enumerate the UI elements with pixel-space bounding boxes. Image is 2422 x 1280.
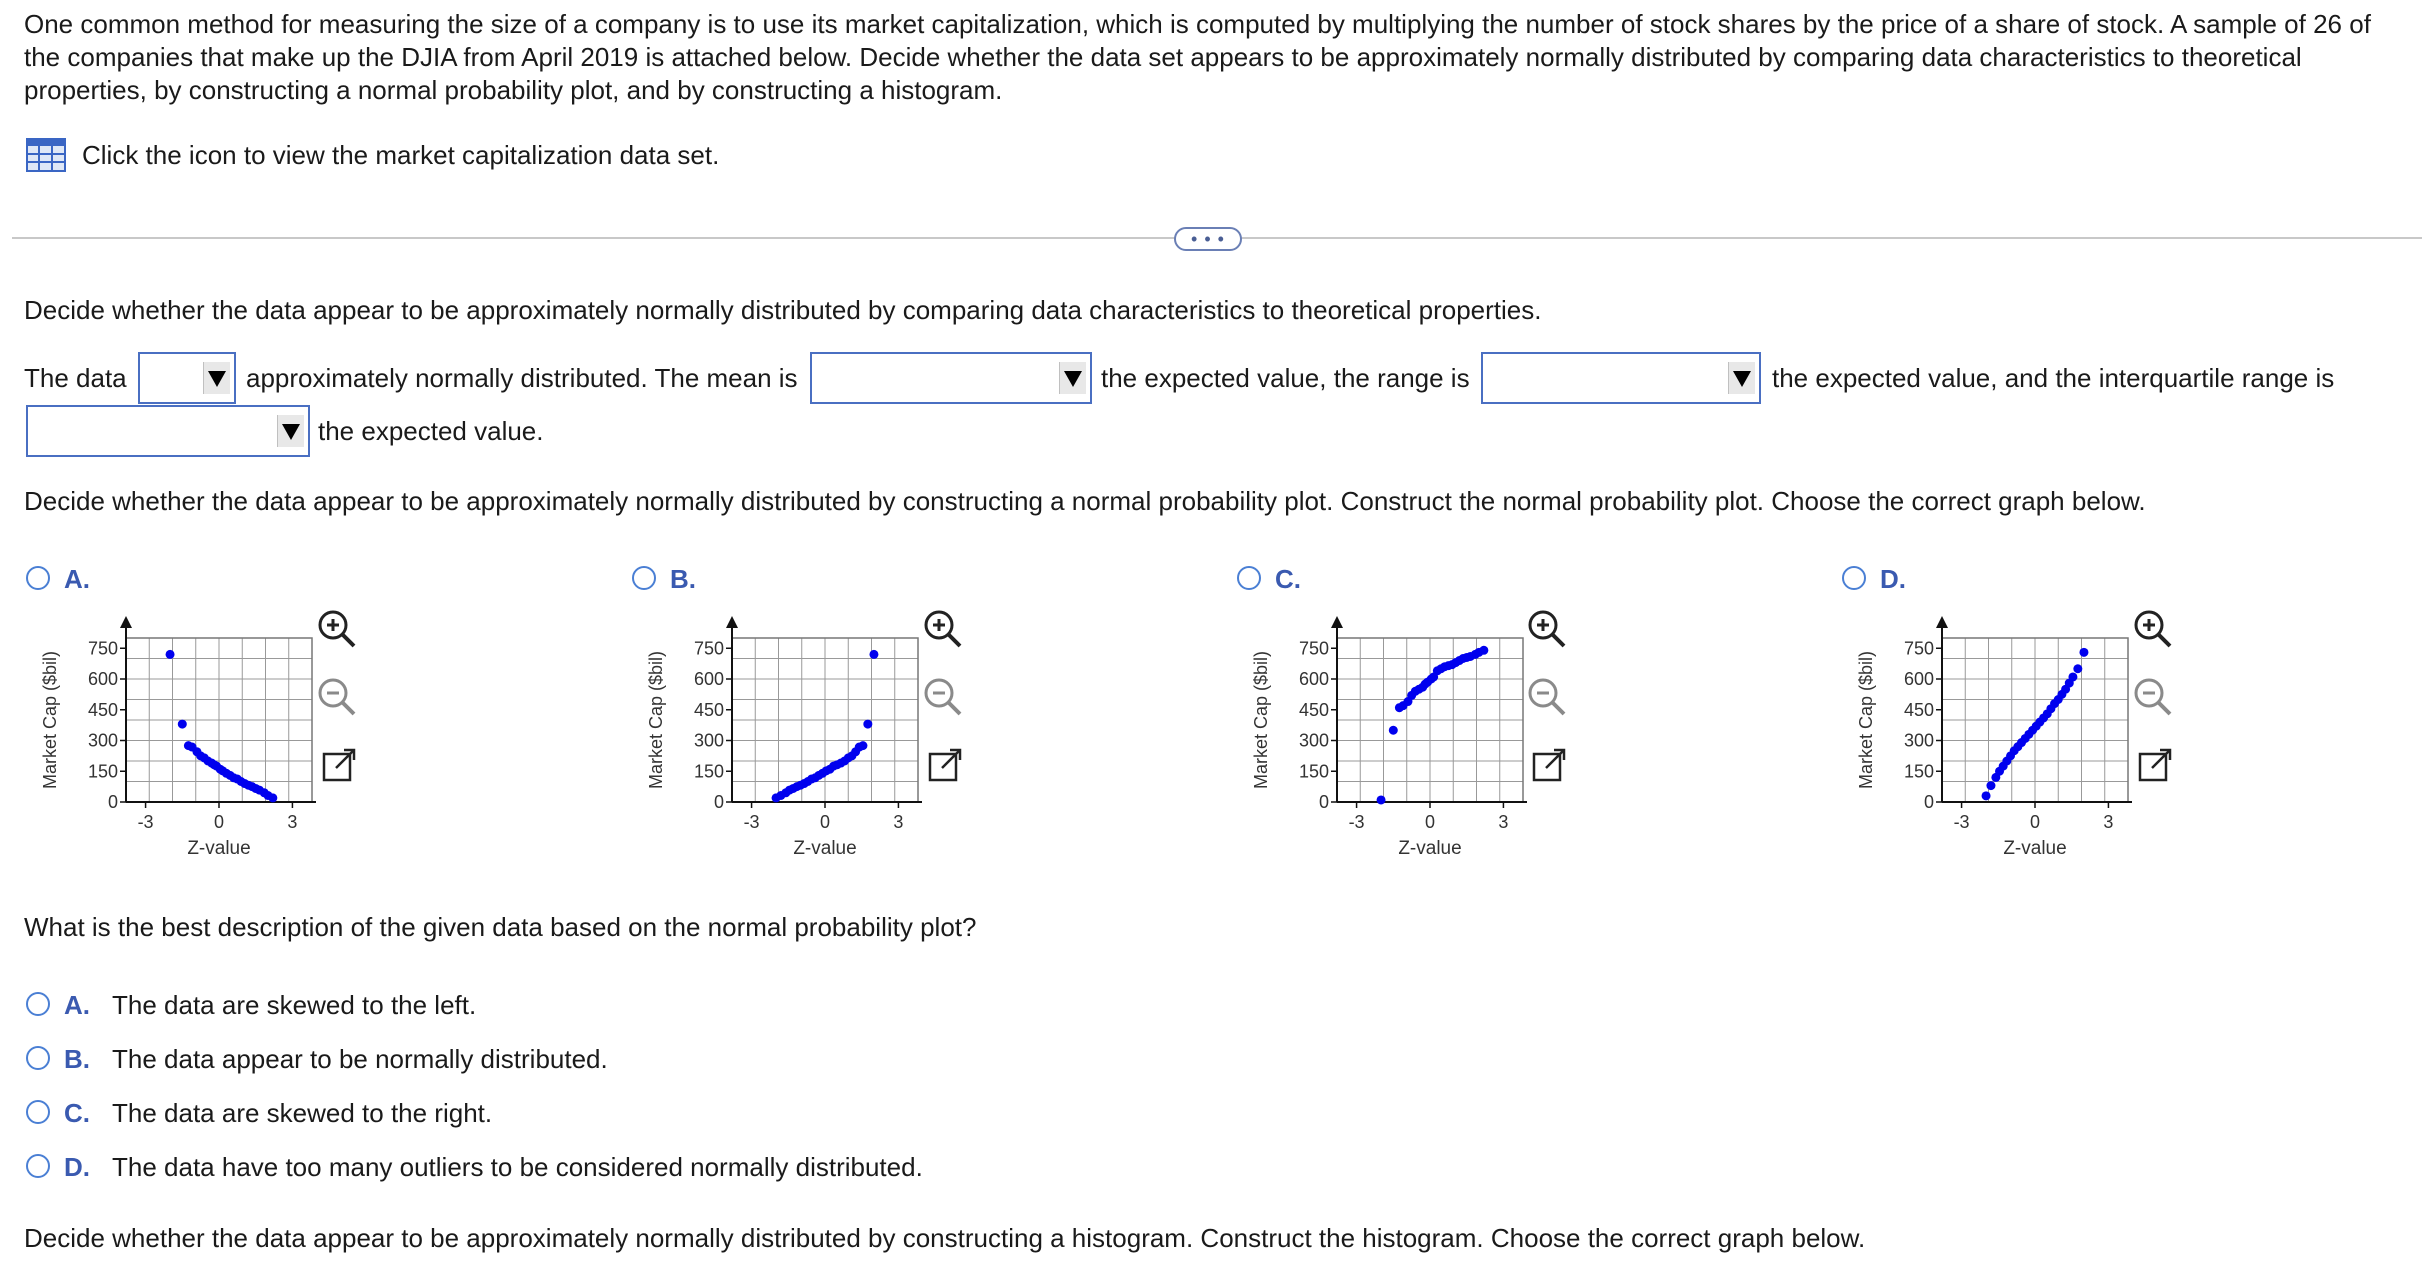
- y-tick-label: 750: [1298, 638, 1329, 659]
- description-option-b-text[interactable]: The data appear to be normally distributed.: [112, 1044, 608, 1074]
- plot-c: [1247, 600, 1527, 870]
- plot-grid: [732, 638, 918, 802]
- y-tick-label: 750: [87, 638, 118, 659]
- description-option-c-text[interactable]: The data are skewed to the right.: [112, 1098, 493, 1128]
- x-tick-label: 0: [1424, 812, 1436, 832]
- y-tick-label: 450: [87, 699, 118, 720]
- data-point: [1377, 795, 1386, 804]
- plot-option-c-radio[interactable]: [1237, 566, 1261, 590]
- plot-option-b-radio[interactable]: [632, 566, 656, 590]
- description-option-b-letter: B.: [64, 1044, 90, 1074]
- zoom-out-icon[interactable]: [1524, 674, 1568, 718]
- y-axis-label: Market Cap ($bil): [1251, 650, 1271, 790]
- x-axis-label: Z-value: [793, 838, 857, 859]
- zoom-in-icon[interactable]: [2130, 606, 2174, 650]
- data-point: [178, 720, 187, 729]
- x-tick-label: -3: [1348, 812, 1365, 832]
- q1-text-mean: approximately normally distributed. The mean is: [246, 363, 798, 393]
- data-point: [869, 650, 878, 659]
- x-tick-label: -3: [1953, 812, 1970, 832]
- plot-d: [1852, 600, 2132, 870]
- external-link-icon[interactable]: [1528, 744, 1572, 788]
- y-axis-arrow: [1936, 616, 1948, 628]
- x-tick-label: -3: [137, 812, 154, 832]
- data-point: [1986, 781, 1995, 790]
- data-point: [2079, 648, 2088, 657]
- chevron-down-icon: [1059, 362, 1086, 394]
- normality-dropdown[interactable]: [138, 352, 236, 404]
- x-tick-label: 0: [2029, 812, 2041, 832]
- y-tick-label: 150: [1298, 761, 1329, 782]
- y-tick-label: 450: [1903, 699, 1934, 720]
- y-axis-label: Market Cap ($bil): [646, 650, 666, 790]
- x-tick-label: 0: [819, 812, 831, 832]
- x-tick-label: 0: [213, 812, 225, 832]
- data-point: [1479, 646, 1488, 655]
- data-table-icon[interactable]: [26, 138, 66, 172]
- data-point: [268, 793, 277, 802]
- y-tick-label: 0: [713, 792, 724, 812]
- y-tick-label: 300: [87, 730, 118, 751]
- zoom-in-icon[interactable]: [314, 606, 358, 650]
- y-tick-label: 300: [1903, 730, 1934, 751]
- q1-text-expected: the expected value.: [318, 416, 544, 446]
- y-axis-arrow: [120, 616, 132, 628]
- plot-option-d-label: D.: [1880, 564, 1906, 594]
- y-tick-label: 600: [1298, 669, 1329, 689]
- y-tick-label: 450: [693, 699, 724, 720]
- data-point: [2068, 672, 2077, 681]
- chevron-down-icon: [1728, 362, 1755, 394]
- problem-statement: One common method for measuring the size of a company is to use its market capitalization, which is computed by multiplying the number of stock shares by the price of a share of stock. A sample of 26 of the companies that make up the DJIA from April 2019 is attached below. Decide whether the data set appears to be approximately normally distributed by comparing data characteristics to theoretical properties, by constructing a normal probability plot, and by constructing a histogram.: [24, 9, 2371, 105]
- zoom-in-icon[interactable]: [1524, 606, 1568, 650]
- zoom-in-icon[interactable]: [920, 606, 964, 650]
- y-tick-label: 600: [693, 669, 724, 689]
- x-tick-label: -3: [743, 812, 760, 832]
- expand-more-button[interactable]: • • •: [1174, 227, 1242, 251]
- chevron-down-icon: [203, 362, 230, 394]
- description-option-b-radio[interactable]: [26, 1046, 50, 1070]
- external-link-icon[interactable]: [318, 744, 362, 788]
- y-tick-label: 750: [693, 638, 724, 659]
- data-point: [2073, 664, 2082, 673]
- y-tick-label: 0: [1318, 792, 1329, 812]
- dataset-link-label[interactable]: Click the icon to view the market capitalization data set.: [82, 139, 720, 170]
- description-option-d-letter: D.: [64, 1152, 90, 1182]
- data-point: [1389, 726, 1398, 735]
- zoom-out-icon[interactable]: [2130, 674, 2174, 718]
- external-link-icon[interactable]: [2134, 744, 2178, 788]
- y-tick-label: 300: [693, 730, 724, 751]
- y-tick-label: 600: [87, 669, 118, 689]
- plot-grid: [1337, 638, 1523, 802]
- description-option-a-letter: A.: [64, 990, 90, 1020]
- q1-text-iqr: the expected value, and the interquartile range is: [1772, 363, 2335, 393]
- x-tick-label: 3: [1498, 812, 1509, 832]
- y-tick-label: 600: [1903, 669, 1934, 689]
- plot-option-d-radio[interactable]: [1842, 566, 1866, 590]
- x-tick-label: 3: [893, 812, 904, 832]
- description-option-d-radio[interactable]: [26, 1154, 50, 1178]
- y-tick-label: 0: [1923, 792, 1934, 812]
- description-option-d-text[interactable]: The data have too many outliers to be considered normally distributed.: [112, 1152, 923, 1182]
- q1-text-the-data: The data: [24, 363, 127, 393]
- question-4-prompt: Decide whether the data appear to be approximately normally distributed by constructing a histogram. Construct the histogram. Choose the correct graph below.: [24, 1223, 1866, 1253]
- external-link-icon[interactable]: [924, 744, 968, 788]
- y-axis-label: Market Cap ($bil): [40, 650, 60, 790]
- description-option-a-text[interactable]: The data are skewed to the left.: [112, 990, 477, 1020]
- data-point: [863, 720, 872, 729]
- zoom-out-icon[interactable]: [920, 674, 964, 718]
- y-axis-arrow: [726, 616, 738, 628]
- description-option-c-radio[interactable]: [26, 1100, 50, 1124]
- y-tick-label: 150: [693, 761, 724, 782]
- x-axis-label: Z-value: [1398, 838, 1462, 859]
- plot-grid: [1942, 638, 2128, 802]
- data-point: [1982, 791, 1991, 800]
- dataset-link[interactable]: [26, 138, 719, 172]
- chevron-down-icon: [277, 415, 304, 447]
- plot-a: [36, 600, 316, 870]
- question-3-prompt: What is the best description of the given data based on the normal probability plot?: [24, 912, 977, 942]
- range-dropdown[interactable]: [1481, 352, 1761, 404]
- y-tick-label: 300: [1298, 730, 1329, 751]
- plot-option-b-label: B.: [670, 564, 696, 594]
- y-tick-label: 750: [1903, 638, 1934, 659]
- data-point: [166, 650, 175, 659]
- x-tick-label: 3: [2103, 812, 2114, 832]
- data-point: [858, 741, 867, 750]
- plot-grid: [126, 638, 312, 802]
- y-tick-label: 150: [1903, 761, 1934, 782]
- plot-b: [642, 600, 922, 870]
- plot-option-a-label: A.: [64, 564, 90, 594]
- question-2-prompt: Decide whether the data appear to be approximately normally distributed by constructing a normal probability plot. Construct the normal probability plot. Choose the correct graph below.: [24, 486, 2146, 516]
- y-tick-label: 0: [107, 792, 118, 812]
- x-axis-label: Z-value: [2003, 838, 2067, 859]
- zoom-out-icon[interactable]: [314, 674, 358, 718]
- x-tick-label: 3: [287, 812, 298, 832]
- q1-text-range: the expected value, the range is: [1101, 363, 1470, 393]
- plot-option-c-label: C.: [1275, 564, 1301, 594]
- y-axis-arrow: [1331, 616, 1343, 628]
- description-option-a-radio[interactable]: [26, 992, 50, 1016]
- plot-option-a-radio[interactable]: [26, 566, 50, 590]
- question-1-prompt: Decide whether the data appear to be approximately normally distributed by comparing data characteristics to theoretical properties.: [24, 295, 1542, 325]
- y-tick-label: 450: [1298, 699, 1329, 720]
- x-axis-label: Z-value: [187, 838, 251, 859]
- description-option-c-letter: C.: [64, 1098, 90, 1128]
- y-axis-label: Market Cap ($bil): [1856, 650, 1876, 790]
- iqr-dropdown[interactable]: [26, 405, 310, 457]
- y-tick-label: 150: [87, 761, 118, 782]
- mean-dropdown[interactable]: [810, 352, 1092, 404]
